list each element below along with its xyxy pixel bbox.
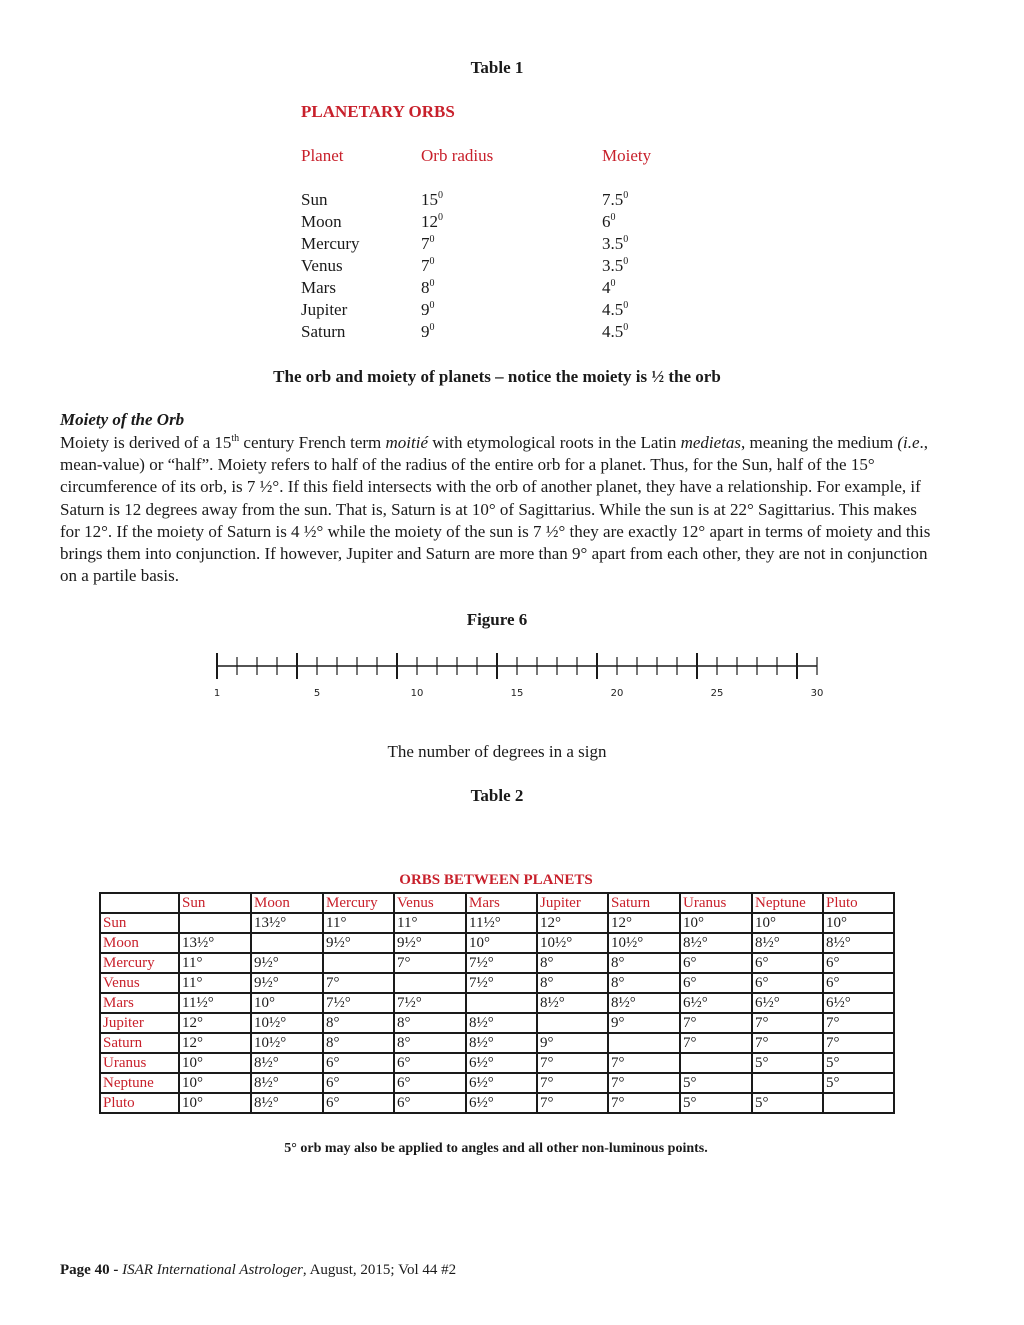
degree-mark: 0 [429,278,435,289]
table1-planet: Mercury [301,234,360,253]
orbs-cell: 11½° [179,993,251,1013]
table1-moiety: $4^0$ [602,278,616,297]
orbs-cell: 7½° [466,973,537,993]
orbs-cell: 8½° [752,933,823,953]
orbs-cell: 8½° [251,1073,323,1093]
orbs-row [100,1013,894,1033]
orbs-cell: 8° [323,1013,394,1033]
orbs-cell: 8½° [823,933,894,953]
orbs-cell: 10° [680,913,752,933]
figure6-label: Figure 6 [466,610,528,629]
ruler-tick-label: 5 [313,688,321,699]
table1-moiety: $6^0$ [602,212,616,231]
table1-orb: $15^0$ [421,190,443,209]
degree-mark: 0 [623,234,629,245]
orbs-cell: 10° [179,1073,251,1093]
footer-page: Page 40 - [60,1262,123,1278]
page-footer [60,1262,456,1279]
orbs-cell: 9° [608,1013,680,1033]
orbs-cell: 6° [323,1053,394,1073]
orbs-cell: 8½° [466,1013,537,1033]
orbs-cell: 7° [537,1053,608,1073]
ruler-tick-label: 20 [610,688,624,699]
orbs-table [99,892,895,1114]
degree-mark: 0 [429,234,435,245]
degree-mark: 0 [438,212,443,223]
orbs-cell: 7° [608,1093,680,1113]
table1-row [301,190,721,212]
orbs-cell: 10½° [608,933,680,953]
orbs-row [100,973,894,993]
orbs-cell: 8½° [608,993,680,1013]
orbs-row-header: Sun [100,913,179,933]
orbs-cell: 7° [608,1073,680,1093]
degree-mark: 0 [438,190,443,201]
table1-moiety: $3.5^0$ [602,234,629,253]
orbs-cell: 8° [537,973,608,993]
orbs-cell: 7° [608,1053,680,1073]
orbs-row [100,1073,894,1093]
table1-moiety: $4.5^0$ [602,322,629,341]
orbs-cell: 9½° [394,933,466,953]
paragraph-text: ., mean-value) or “half”. Moiety refers to half of the radius of the entire orb for a planet. Thus, for the Sun, half of the 15° circumference of its orb, is 7 ½°. If this field intersects with the orb of another planet, they have a relationship. For example, if Saturn is 12 degrees away from the sun. That is, Saturn is at 10° of Sagittarius. While the sun is at 22° Sagittarius. This makes for 12°. If the moiety of Saturn is 4 ½° while the moiety of the sun is 7 ½° they are exactly 12° apart in terms of moiety and this brings them into conjunction. If however, Jupiter and Saturn are more than 9° apart from each other, they are not in conjunction on a partile basis. [60,433,931,586]
orbs-cell [179,913,251,933]
orbs-cell [394,973,466,993]
orbs-cell: 6½° [823,993,894,1013]
orbs-column-header: Uranus [680,893,752,913]
orbs-table-note: 5° orb may also be applied to angles and all other non-luminous points. [284,1141,708,1156]
table1-moiety: $7.5^0$ [602,190,629,209]
table1-orb: $8^0$ [421,278,435,297]
orbs-cell: 12° [179,1013,251,1033]
section-heading: Moiety of the Orb [60,410,185,429]
orbs-cell: 6½° [680,993,752,1013]
orbs-row [100,993,894,1013]
degree-mark: 0 [429,322,435,333]
orbs-cell: 9½° [323,933,394,953]
orbs-row [100,913,894,933]
orbs-cell: 7° [323,973,394,993]
orbs-column-header: Mercury [323,893,394,913]
orbs-cell: 10° [823,913,894,933]
orbs-column-header: Venus [394,893,466,913]
ruler-tick-label: 30 [810,688,824,699]
section-paragraph [60,432,940,587]
orbs-cell: 6° [323,1093,394,1113]
orbs-column-header: Sun [179,893,251,913]
orbs-cell: 13½° [251,913,323,933]
orbs-column-header: Mars [466,893,537,913]
orbs-cell [466,993,537,1013]
orbs-cell: 10½° [251,1013,323,1033]
degree-mark: 0 [610,278,616,289]
orbs-cell: 10½° [537,933,608,953]
orbs-column-header: Pluto [823,893,894,913]
table1-row [301,256,721,278]
orbs-cell: 10° [466,933,537,953]
orbs-cell: 11° [323,913,394,933]
orbs-cell: 6½° [466,1053,537,1073]
orbs-cell: 7° [823,1033,894,1053]
table1-row [301,300,721,322]
orbs-cell: 10° [179,1053,251,1073]
table1-planet: Moon [301,212,342,231]
orbs-cell [823,1093,894,1113]
orbs-cell: 8½° [537,993,608,1013]
orbs-cell [680,1053,752,1073]
orbs-cell: 7½° [323,993,394,1013]
orbs-cell: 8° [537,953,608,973]
table1-planet: Mars [301,278,336,297]
degree-ruler [200,650,840,690]
table1-caption: The orb and moiety of planets – notice the moiety is ½ the orb [273,367,721,386]
orbs-cell: 9½° [251,953,323,973]
paragraph-text: with etymological roots in the Latin [428,433,681,452]
table1-orb: $7^0$ [421,234,435,253]
orbs-cell: 6° [680,953,752,973]
orbs-cell: 8½° [251,1053,323,1073]
orbs-cell: 7° [752,1033,823,1053]
orbs-column-header: Moon [251,893,323,913]
orbs-cell: 8° [323,1033,394,1053]
paragraph-italic: moitié [385,433,429,452]
table1-planet: Sun [301,190,328,209]
orbs-cell: 8½° [466,1033,537,1053]
table1-orb: $9^0$ [421,322,435,341]
orbs-cell: 8° [608,973,680,993]
orbs-row-header: Pluto [100,1093,179,1113]
orbs-cell: 8½° [680,933,752,953]
orbs-row [100,953,894,973]
table1-moiety: $3.5^0$ [602,256,629,275]
orbs-cell: 8° [394,1033,466,1053]
orbs-cell: 5° [680,1073,752,1093]
orbs-cell: 6° [752,973,823,993]
paragraph-text: Moiety is derived of a 15 [60,433,232,452]
orbs-cell: 5° [680,1093,752,1113]
orbs-cell: 7° [680,1033,752,1053]
table1-label: Table 1 [470,58,524,77]
orbs-row-header: Jupiter [100,1013,179,1033]
orbs-row [100,1033,894,1053]
orbs-cell: 12° [608,913,680,933]
paragraph-italic: medietas [680,433,742,452]
orbs-cell: 8° [608,953,680,973]
table1-header-moiety: Moiety [602,146,652,165]
table1-header-orb: Orb radius [421,146,494,165]
table1-header-planet: Planet [301,146,344,165]
orbs-table-title: ORBS BETWEEN PLANETS [399,872,593,888]
orbs-cell: 5° [823,1053,894,1073]
orbs-cell: 9½° [251,973,323,993]
orbs-cell: 7° [680,1013,752,1033]
table1-title: PLANETARY ORBS [301,102,455,121]
ruler-tick-label: 15 [510,688,524,699]
orbs-cell: 6° [823,973,894,993]
orbs-cell: 10° [752,913,823,933]
orbs-cell: 6° [323,1073,394,1093]
table1-row [301,278,721,300]
orbs-cell: 6° [680,973,752,993]
orbs-cell: 6° [394,1073,466,1093]
orbs-header-row [100,893,894,913]
ruler-tick-label: 1 [213,688,221,699]
orbs-row-header: Uranus [100,1053,179,1073]
orbs-cell: 7° [537,1093,608,1113]
table1-header-row [301,146,721,168]
degree-mark: 0 [623,300,629,311]
orbs-cell [752,1073,823,1093]
orbs-row-header: Neptune [100,1073,179,1093]
table1-planet: Venus [301,256,343,275]
orbs-cell: 7° [823,1013,894,1033]
orbs-cell [537,1013,608,1033]
orbs-cell: 12° [537,913,608,933]
orbs-cell: 6½° [752,993,823,1013]
orbs-cell: 8½° [251,1093,323,1113]
figure6-caption: The number of degrees in a sign [387,742,607,761]
degree-mark: 0 [429,256,435,267]
orbs-cell [251,933,323,953]
table1-row [301,322,721,344]
orbs-cell: 11½° [466,913,537,933]
degree-mark: 0 [623,190,629,201]
orbs-cell: 6½° [466,1093,537,1113]
orbs-cell: 8° [394,1013,466,1033]
orbs-row-header: Saturn [100,1033,179,1053]
orbs-column-header: Jupiter [537,893,608,913]
table1-planet: Jupiter [301,300,348,319]
orbs-cell: 13½° [179,933,251,953]
degree-mark: 0 [610,212,616,223]
table1-orb: $9^0$ [421,300,435,319]
orbs-cell: 9° [537,1033,608,1053]
degree-mark: 0 [623,256,629,267]
orbs-cell: 12° [179,1033,251,1053]
orbs-column-header: Saturn [608,893,680,913]
orbs-row-header: Mars [100,993,179,1013]
orbs-cell: 7° [537,1073,608,1093]
degree-mark: 0 [623,322,629,333]
orbs-cell: 6° [823,953,894,973]
ruler-tick-label: 25 [710,688,724,699]
orbs-cell [608,1033,680,1053]
table2-label: Table 2 [470,786,524,805]
table1-orb: $7^0$ [421,256,435,275]
paragraph-italic: (i.e [897,433,920,452]
table1-moiety: $4.5^0$ [602,300,629,319]
ruler-tick-label: 10 [410,688,424,699]
degree-mark: 0 [429,300,435,311]
orbs-row-header: Moon [100,933,179,953]
orbs-cell: 5° [823,1073,894,1093]
table1-planet: Saturn [301,322,346,341]
orbs-row [100,933,894,953]
orbs-cell: 11° [394,913,466,933]
table1-row [301,212,721,234]
orbs-cell: 10½° [251,1033,323,1053]
orbs-cell: 7½° [466,953,537,973]
orbs-cell: 10° [251,993,323,1013]
orbs-cell [323,953,394,973]
footer-details: , August, 2015; Vol 44 #2 [302,1262,457,1278]
orbs-row [100,1093,894,1113]
orbs-cell: 6° [394,1093,466,1113]
orbs-cell: 11° [179,953,251,973]
orbs-cell: 10° [179,1093,251,1113]
orbs-row-header: Venus [100,973,179,993]
orbs-cell: 7½° [394,993,466,1013]
orbs-cell: 6° [752,953,823,973]
orbs-corner-cell [100,893,179,913]
orbs-column-header: Neptune [752,893,823,913]
orbs-cell: 6½° [466,1073,537,1093]
orbs-cell: 7° [394,953,466,973]
paragraph-superscript: th [231,433,240,444]
orbs-cell: 11° [179,973,251,993]
table1-orb: $12^0$ [421,212,443,231]
paragraph-text: , meaning the medium [741,433,898,452]
orbs-row-header: Mercury [100,953,179,973]
orbs-cell: 7° [752,1013,823,1033]
footer-journal: ISAR International Astrologer [122,1262,303,1278]
table1-row [301,234,721,256]
orbs-cell: 5° [752,1093,823,1113]
orbs-cell: 6° [394,1053,466,1073]
orbs-row [100,1053,894,1073]
paragraph-text: century French term [239,433,386,452]
orbs-cell: 5° [752,1053,823,1073]
